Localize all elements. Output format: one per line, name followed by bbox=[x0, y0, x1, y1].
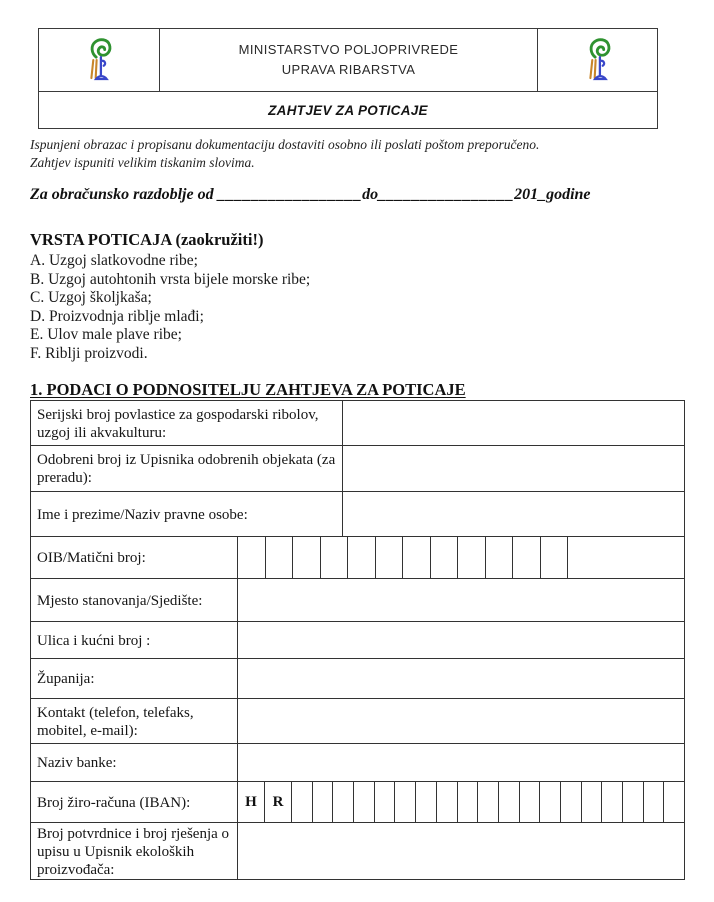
row-label: Broj potvrdnice i broj rješenja o upisu u Upisnik ekoloških proizvođača: bbox=[37, 825, 230, 878]
digit-box[interactable] bbox=[312, 782, 333, 822]
digit-box[interactable] bbox=[265, 537, 293, 578]
incentive-option-c[interactable]: C. Uzgoj školjkaša; bbox=[30, 289, 152, 306]
header-table bbox=[38, 28, 658, 129]
digit-box[interactable] bbox=[457, 782, 478, 822]
digit-box[interactable] bbox=[292, 537, 320, 578]
digit-box[interactable] bbox=[539, 782, 560, 822]
residence-field[interactable] bbox=[237, 579, 684, 621]
incentive-option-f[interactable]: F. Riblji proizvodi. bbox=[30, 344, 148, 362]
digit-box[interactable] bbox=[291, 782, 312, 822]
table-row-residence bbox=[31, 578, 684, 621]
ministry-emblem-icon bbox=[579, 36, 617, 84]
contact-field[interactable] bbox=[237, 699, 684, 743]
row-label: Naziv banke: bbox=[37, 755, 117, 771]
digit-box[interactable] bbox=[498, 782, 519, 822]
digit-box[interactable] bbox=[581, 782, 602, 822]
name-field[interactable] bbox=[342, 492, 684, 536]
table-row-approved-number bbox=[31, 445, 684, 491]
table-row-county bbox=[31, 658, 684, 698]
header-top-row bbox=[39, 29, 657, 91]
table-row-street bbox=[31, 621, 684, 658]
digit-box[interactable] bbox=[375, 537, 403, 578]
ministry-name-line1: MINISTARSTVO POLJOPRIVREDE bbox=[238, 41, 459, 57]
row-label: OIB/Matični broj: bbox=[37, 550, 146, 566]
table-row-serial-number bbox=[31, 401, 684, 445]
street-field[interactable] bbox=[237, 622, 684, 658]
digit-box[interactable] bbox=[347, 537, 375, 578]
digit-box[interactable] bbox=[560, 782, 581, 822]
digit-box[interactable] bbox=[601, 782, 622, 822]
row-label: Ime i prezime/Naziv pravne osobe: bbox=[37, 506, 248, 523]
incentive-option-a[interactable]: A. Uzgoj slatkovodne ribe; bbox=[30, 252, 198, 269]
table-row-oib bbox=[31, 536, 684, 578]
digit-box[interactable] bbox=[237, 537, 265, 578]
digit-box[interactable] bbox=[512, 537, 540, 578]
instruction-line-2: Zahtjev ispuniti velikim tiskanim slovima. bbox=[30, 155, 255, 170]
instructions-block bbox=[30, 136, 685, 172]
period-to-blank[interactable]: ________________ bbox=[378, 186, 515, 203]
header-logo-cell-right bbox=[537, 29, 657, 91]
digit-box[interactable] bbox=[415, 782, 436, 822]
period-prefix: Za obračunsko razdoblje od bbox=[30, 186, 218, 203]
table-row-iban bbox=[31, 781, 684, 822]
serial-number-field[interactable] bbox=[342, 401, 684, 445]
ministry-name-line2: UPRAVA RIBARSTVA bbox=[281, 62, 416, 77]
digit-box[interactable] bbox=[430, 537, 458, 578]
table-row-name bbox=[31, 491, 684, 536]
digit-box[interactable] bbox=[320, 537, 348, 578]
oib-digit-boxes bbox=[237, 537, 684, 578]
ministry-name-block bbox=[159, 29, 537, 91]
digit-box[interactable] bbox=[457, 537, 485, 578]
incentive-option-e[interactable]: E. Ulov male plave ribe; bbox=[30, 326, 182, 343]
digit-box[interactable] bbox=[394, 782, 415, 822]
form-page bbox=[30, 28, 685, 880]
row-label: Mjesto stanovanja/Sjedište: bbox=[37, 592, 203, 609]
digit-box[interactable] bbox=[332, 782, 353, 822]
ministry-emblem-icon bbox=[80, 36, 118, 84]
digit-box[interactable] bbox=[663, 782, 684, 822]
digit-box[interactable] bbox=[402, 537, 430, 578]
county-field[interactable] bbox=[237, 659, 684, 698]
period-from-blank[interactable]: _________________ bbox=[217, 186, 363, 203]
period-suffix: 201_godine bbox=[514, 186, 591, 203]
iban-prefix-box-r: R bbox=[264, 782, 291, 822]
digit-box[interactable] bbox=[485, 537, 513, 578]
digit-box[interactable] bbox=[353, 782, 374, 822]
row-label: Županija: bbox=[37, 671, 95, 687]
bank-name-field[interactable] bbox=[237, 744, 684, 781]
incentive-option-b[interactable]: B. Uzgoj autohtonih vrsta bijele morske ribe; bbox=[30, 270, 311, 288]
iban-box-group bbox=[291, 782, 684, 822]
digit-box[interactable] bbox=[622, 782, 643, 822]
row-label: Kontakt (telefon, telefaks, mobitel, e-mail): bbox=[37, 704, 194, 739]
section1-title: 1. PODACI O PODNOSITELJU ZAHTJEVA ZA POTICAJE bbox=[30, 380, 466, 399]
form-title: ZAHTJEV ZA POTICAJE bbox=[39, 91, 657, 128]
table-row-bank-name bbox=[31, 743, 684, 781]
eco-register-field[interactable] bbox=[237, 823, 684, 879]
row-label: Serijski broj povlastice za gospodarski ribolov, uzgoj ili akvakulturu: bbox=[37, 406, 319, 441]
row-label: Broj žiro-računa (IBAN): bbox=[37, 794, 191, 811]
digit-box[interactable] bbox=[519, 782, 540, 822]
header-logo-cell-left bbox=[39, 29, 159, 91]
digit-box[interactable] bbox=[374, 782, 395, 822]
digit-box[interactable] bbox=[643, 782, 664, 822]
oib-tail-cell[interactable] bbox=[567, 537, 684, 578]
applicant-data-table bbox=[30, 400, 685, 880]
table-row-contact bbox=[31, 698, 684, 743]
digit-box[interactable] bbox=[477, 782, 498, 822]
oib-box-group bbox=[237, 537, 567, 578]
digit-box[interactable] bbox=[540, 537, 568, 578]
incentive-option-d[interactable]: D. Proizvodnja riblje mlađi; bbox=[30, 307, 204, 325]
incentive-type-options bbox=[30, 252, 685, 363]
table-row-eco-register bbox=[31, 822, 684, 879]
incentive-type-heading: VRSTA POTICAJA (zaokružiti!) bbox=[30, 230, 264, 249]
row-label: Odobreni broj iz Upisnika odobrenih objekata (za preradu): bbox=[37, 452, 336, 486]
iban-prefix-box-h: H bbox=[237, 782, 264, 822]
accounting-period-line bbox=[30, 186, 685, 204]
instruction-line-1: Ispunjeni obrazac i propisanu dokumentaciju dostaviti osobno ili poslati poštom preporučeno. bbox=[30, 137, 540, 152]
digit-box[interactable] bbox=[436, 782, 457, 822]
row-label: Ulica i kućni broj : bbox=[37, 632, 151, 649]
period-mid: do bbox=[362, 186, 379, 203]
iban-digit-boxes bbox=[237, 782, 684, 822]
approved-number-field[interactable] bbox=[342, 446, 684, 491]
